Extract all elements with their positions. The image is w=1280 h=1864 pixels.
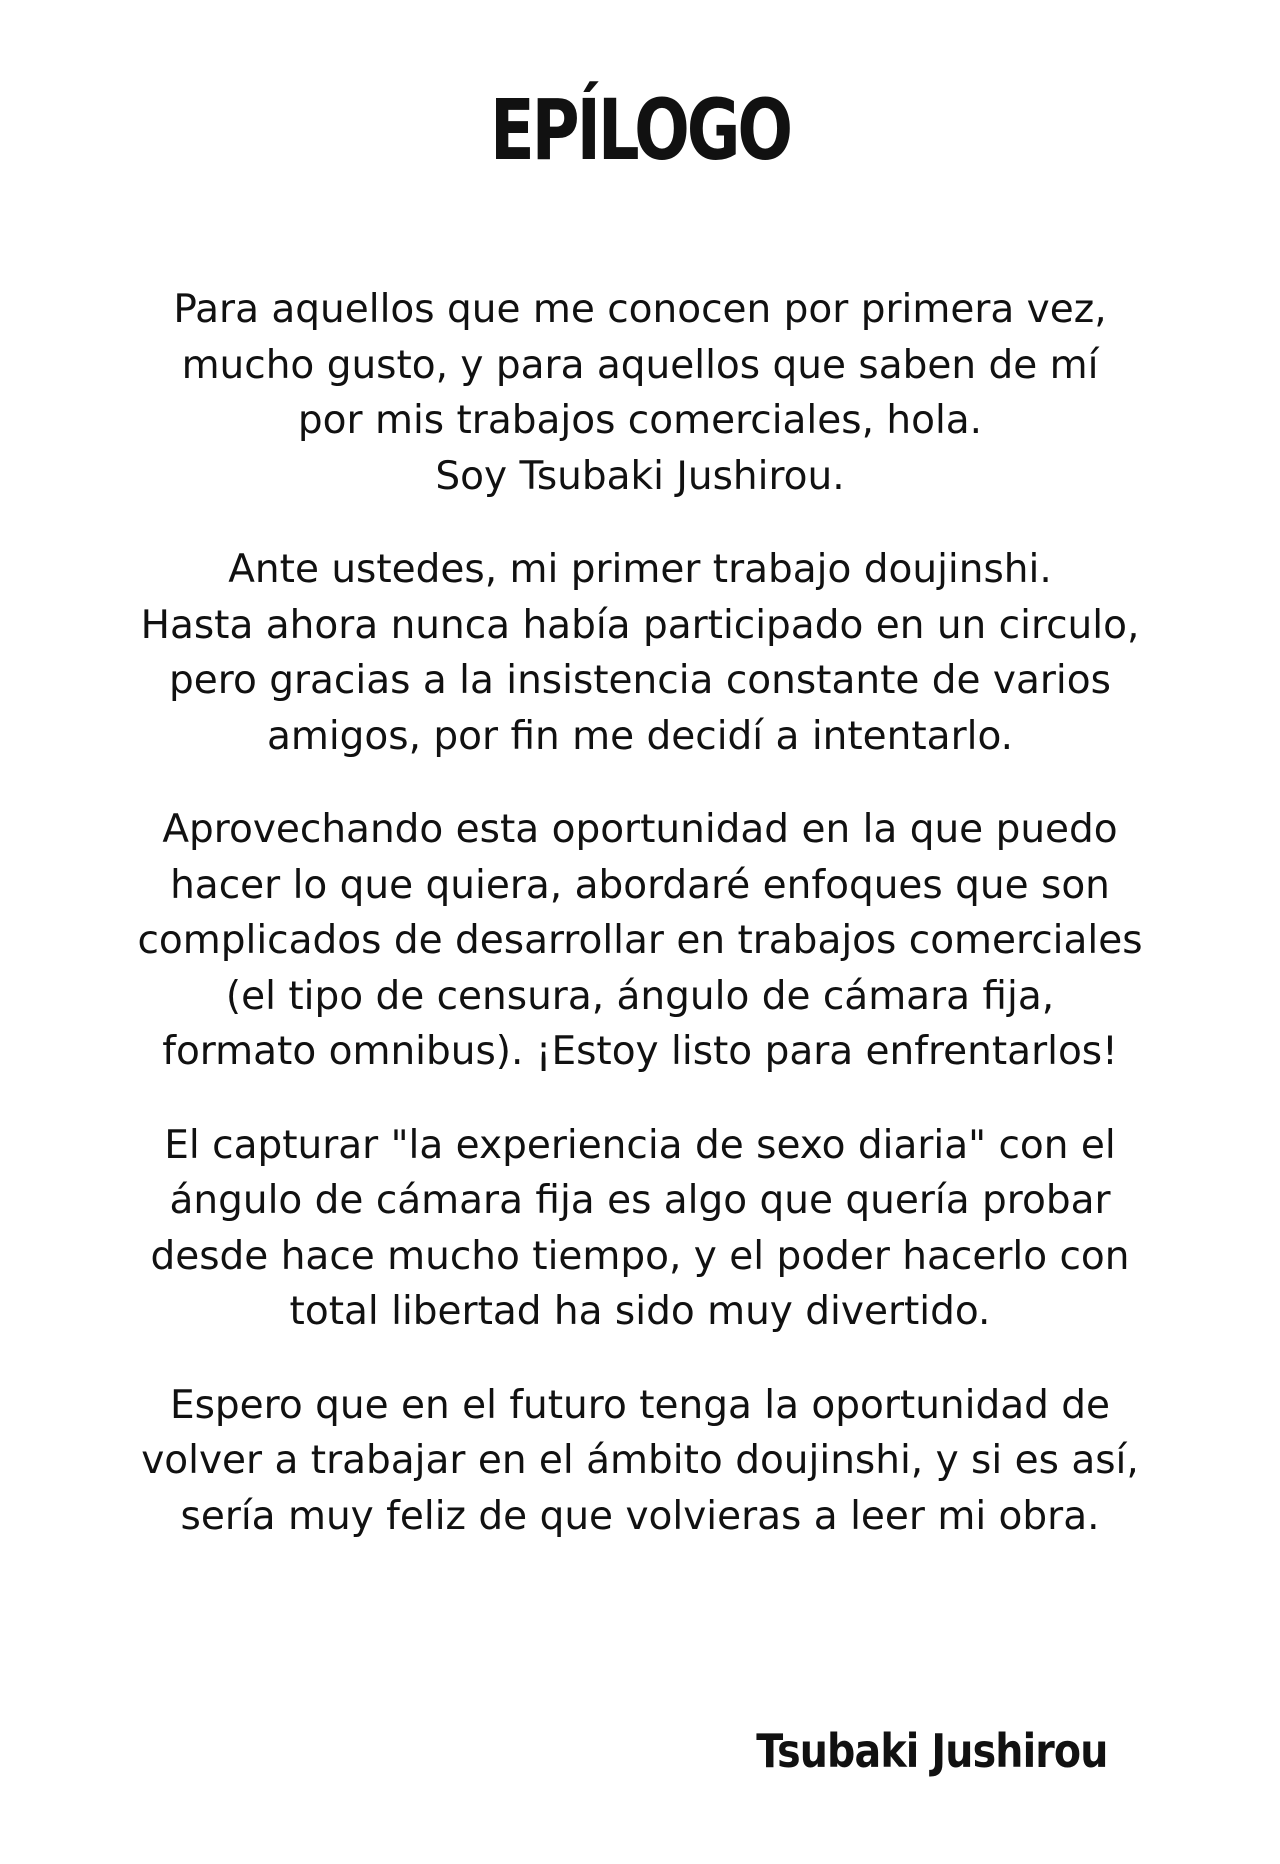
text-line: formato omnibus). ¡Estoy listo para enfrentarlos!: [162, 1029, 1118, 1074]
text-line: mucho gusto, y para aquellos que saben de mí: [181, 342, 1099, 388]
text-line: Hasta ahora nunca había participado en un circulo,: [140, 602, 1140, 648]
text-line: amigos, por fin me decidí a intentarlo.: [266, 713, 1014, 759]
epilogue-body: [80, 282, 1200, 1582]
text-line: hacer lo que quiera, abordaré enfoques que son: [170, 862, 1110, 908]
text-line: El capturar "la experiencia de sexo diaria" con el: [164, 1122, 1116, 1168]
text-line: por mis trabajos comerciales, hola.: [297, 398, 983, 443]
text-line: desde hace mucho tiempo, y el poder hacerlo con: [150, 1233, 1130, 1279]
paragraph-3: [80, 802, 1200, 1080]
text-line: Para aquellos que me conocen por primera vez,: [173, 287, 1107, 332]
text-line: Aprovechando esta oportunidad en la que puedo: [162, 807, 1118, 852]
author-signature: Tsubaki Jushirou: [756, 1724, 1108, 1778]
text-line: sería muy feliz de que volvieras a leer mi obra.: [180, 1493, 1100, 1539]
paragraph-1: [80, 282, 1200, 504]
page-title: EPÍLOGO: [490, 81, 790, 179]
paragraph-2: [80, 542, 1200, 764]
text-line: Ante ustedes, mi primer trabajo doujinshi.: [228, 547, 1052, 592]
text-line: (el tipo de censura, ángulo de cámara fija,: [225, 973, 1055, 1019]
paragraph-5: [80, 1378, 1200, 1545]
text-line: Soy Tsubaki Jushirou.: [435, 453, 845, 499]
text-line: complicados de desarrollar en trabajos comerciales: [137, 918, 1143, 963]
text-line: ángulo de cámara fija es algo que quería probar: [169, 1178, 1111, 1223]
paragraph-4: [80, 1118, 1200, 1340]
text-line: pero gracias a la insistencia constante de varios: [169, 658, 1111, 703]
text-line: total libertad ha sido muy divertido.: [289, 1289, 991, 1334]
text-line: Espero que en el futuro tenga la oportunidad de: [169, 1382, 1111, 1428]
text-line: volver a trabajar en el ámbito doujinshi, y si es así,: [141, 1438, 1139, 1483]
